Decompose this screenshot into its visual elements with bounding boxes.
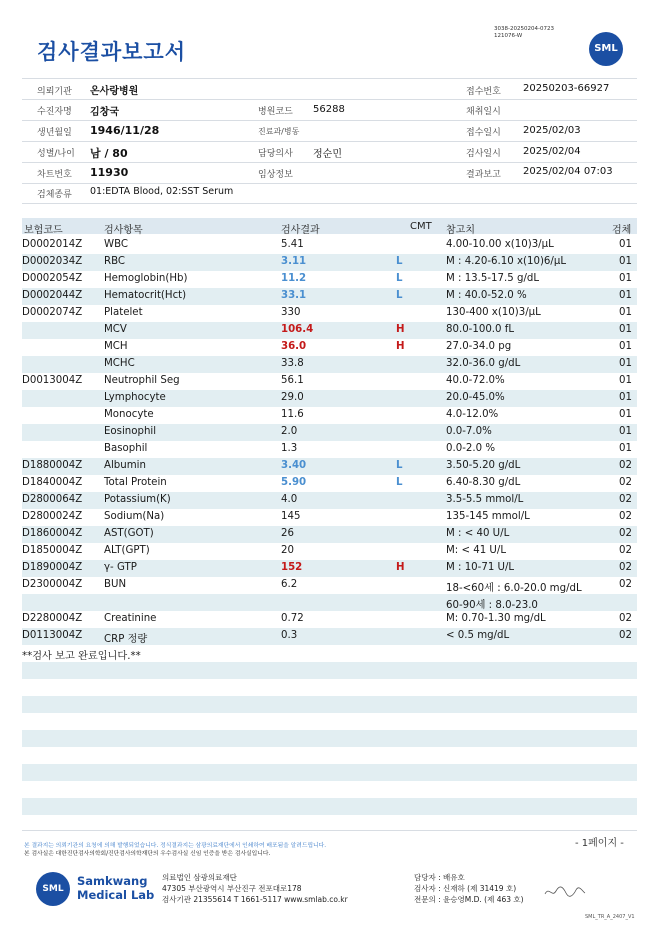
cell-test-name: CRP 정량 <box>104 634 148 645</box>
cell-result: 106.4 <box>281 324 314 335</box>
cell-cmt-flag: H <box>396 324 405 335</box>
header-code: 보험코드 <box>24 225 63 236</box>
header-specimen: 검체 <box>612 225 632 236</box>
cell-result: 0.72 <box>281 613 304 624</box>
cell-insurance-code: D1880004Z <box>22 460 83 471</box>
cell-cmt-flag: H <box>396 562 405 573</box>
table-row <box>22 662 637 679</box>
cell-specimen: 02 <box>619 528 632 539</box>
cell-test-name: MCH <box>104 341 128 352</box>
cell-result: 145 <box>281 511 301 522</box>
cell-reference-range: M : 40.0-52.0 % <box>446 290 527 301</box>
cell-insurance-code: D0002034Z <box>22 256 83 267</box>
cell-specimen: 02 <box>619 579 632 590</box>
table-row <box>22 373 637 390</box>
document-id <box>494 26 554 40</box>
cell-specimen: 02 <box>619 511 632 522</box>
cell-insurance-code: D0002074Z <box>22 307 83 318</box>
cell-result: 26 <box>281 528 294 539</box>
table-row <box>22 526 637 543</box>
table-row <box>22 628 637 645</box>
cell-specimen: 01 <box>619 409 632 420</box>
cell-cmt-flag: L <box>396 290 403 301</box>
cell-test-name: Sodium(Na) <box>104 511 165 522</box>
cell-insurance-code: D2800064Z <box>22 494 83 505</box>
cell-test-name: BUN <box>104 579 127 590</box>
birth-label: 생년월일 <box>37 128 72 138</box>
table-row <box>22 747 637 764</box>
institution-label: 의뢰기관 <box>37 87 72 97</box>
cell-insurance-code: D2300004Z <box>22 579 83 590</box>
table-row <box>22 288 637 305</box>
table-row <box>22 611 637 628</box>
header-result: 검사결과 <box>281 225 320 236</box>
report-value: 2025/02/04 07:03 <box>523 166 613 177</box>
test-date-value: 2025/02/04 <box>523 146 581 157</box>
table-row <box>22 407 637 424</box>
cell-result: 5.90 <box>281 477 307 488</box>
dept-label: 진료과/병동 <box>258 127 300 136</box>
cell-test-name: Creatinine <box>104 613 157 624</box>
cell-specimen: 02 <box>619 613 632 624</box>
divider <box>22 183 637 184</box>
cell-specimen: 02 <box>619 460 632 471</box>
cell-reference-range: 130-400 x(10)3/μL <box>446 307 541 318</box>
cell-reference-range: 6.40-8.30 g/dL <box>446 477 521 488</box>
sml-logo-icon: SML <box>589 32 623 66</box>
cell-result: 330 <box>281 307 301 318</box>
document-id-line2: 121076-W <box>494 33 523 39</box>
cell-specimen: 01 <box>619 443 632 454</box>
table-row <box>22 424 637 441</box>
table-row <box>22 475 637 492</box>
cell-reference-range: 3.5-5.5 mmol/L <box>446 494 524 505</box>
footer-note-1: 본 결과지는 의뢰기관의 요청에 의해 발행되었습니다. 정식결과지는 삼광의료재단에서 인쇄하여 배포됨을 알려드립니다. <box>24 843 327 849</box>
cell-result: 152 <box>281 562 303 573</box>
receipt-no-label: 접수번호 <box>466 87 501 97</box>
cell-cmt-flag: L <box>396 256 403 267</box>
cell-result: 20 <box>281 545 294 556</box>
sex-age-label: 성별/나이 <box>37 149 75 159</box>
cell-specimen: 01 <box>619 375 632 386</box>
cell-result: 29.0 <box>281 392 304 403</box>
table-row <box>22 543 637 560</box>
receipt-no-value: 20250203-66927 <box>523 83 610 94</box>
cell-insurance-code: D0002044Z <box>22 290 83 301</box>
signature-icon <box>543 884 587 900</box>
signer-staff: 담당자 : 배유호 <box>414 873 465 882</box>
form-code: SML_TR_A_2407_V1 <box>585 914 635 920</box>
cell-specimen: 01 <box>619 426 632 437</box>
patient-label: 수진자명 <box>37 107 72 117</box>
table-row <box>22 322 637 339</box>
receipt-date-value: 2025/02/03 <box>523 125 581 136</box>
document-id-line1: 3038-20250204-0723 <box>494 26 554 32</box>
hospital-code-value: 56288 <box>313 104 345 115</box>
header-reference: 참고치 <box>446 225 475 236</box>
table-row <box>22 509 637 526</box>
table-row <box>22 237 637 254</box>
cell-reference-range: 0.0-7.0% <box>446 426 492 437</box>
cell-specimen: 02 <box>619 477 632 488</box>
chart-no-label: 차트번호 <box>37 170 72 180</box>
doctor-value: 정순민 <box>313 149 342 160</box>
cell-result: 11.6 <box>281 409 304 420</box>
divider <box>22 162 637 163</box>
cell-specimen: 02 <box>619 494 632 505</box>
table-row <box>22 560 637 577</box>
table-row <box>22 339 637 356</box>
cell-result: 1.3 <box>281 443 298 454</box>
header-cmt: CMT <box>410 221 432 232</box>
table-row <box>22 696 637 713</box>
cell-specimen: 02 <box>619 630 632 641</box>
org-name: 의료법인 삼광의료재단 <box>162 873 237 882</box>
cell-test-name: WBC <box>104 239 128 250</box>
cell-insurance-code: D2800024Z <box>22 511 83 522</box>
cell-insurance-code: D0113004Z <box>22 630 83 641</box>
cell-test-name: γ- GTP <box>104 562 137 573</box>
header-test-name: 검사항목 <box>104 225 143 236</box>
cell-reference-range: M : 13.5-17.5 g/dL <box>446 273 540 284</box>
birth-value: 1946/11/28 <box>90 124 160 137</box>
cell-reference-range: M : 10-71 U/L <box>446 562 515 573</box>
cell-insurance-code: D1840004Z <box>22 477 83 488</box>
cell-specimen: 01 <box>619 358 632 369</box>
table-row <box>22 764 637 781</box>
cell-insurance-code: **검사 보고 완료입니다.** <box>22 651 141 662</box>
cell-test-name: Basophil <box>104 443 148 454</box>
cell-reference-range: 27.0-34.0 pg <box>446 341 512 352</box>
receipt-date-label: 접수일시 <box>466 128 501 138</box>
cell-reference-range: 32.0-36.0 g/dL <box>446 358 521 369</box>
report-title: 검사결과보고서 <box>37 40 187 64</box>
cell-test-name: Albumin <box>104 460 146 471</box>
divider <box>22 203 637 204</box>
cell-reference-range: M : < 40 U/L <box>446 528 510 539</box>
cell-reference-range: 4.00-10.00 x(10)3/μL <box>446 239 554 250</box>
cell-specimen: 01 <box>619 273 632 284</box>
doctor-label: 담당의사 <box>258 149 293 159</box>
org-address: 47305 부산광역시 부산진구 전포대로178 <box>162 884 302 893</box>
cell-result: 56.1 <box>281 375 304 386</box>
cell-insurance-code: D0002014Z <box>22 239 83 250</box>
cell-specimen: 02 <box>619 545 632 556</box>
report-label: 결과보고 <box>466 170 501 180</box>
divider <box>22 120 637 121</box>
institution-value: 온사랑병원 <box>90 86 139 97</box>
cell-reference-range: 60-90세 : 8.0-23.0 <box>446 600 538 611</box>
table-row <box>22 713 637 730</box>
specimen-label: 검체종류 <box>37 190 72 200</box>
cell-reference-range: M: 0.70-1.30 mg/dL <box>446 613 546 624</box>
cell-result: 5.41 <box>281 239 304 250</box>
table-row <box>22 458 637 475</box>
cell-specimen: 02 <box>619 562 632 573</box>
brand-name <box>77 874 154 902</box>
cell-reference-range: 20.0-45.0% <box>446 392 505 403</box>
cell-reference-range: 3.50-5.20 g/dL <box>446 460 521 471</box>
sex-age-value: 남 / 80 <box>90 147 128 160</box>
table-row <box>22 798 637 815</box>
cell-result: 33.1 <box>281 290 307 301</box>
cell-specimen: 01 <box>619 239 632 250</box>
cell-test-name: AST(GOT) <box>104 528 154 539</box>
cell-test-name: MCV <box>104 324 127 335</box>
cell-cmt-flag: L <box>396 460 403 471</box>
cell-test-name: MCHC <box>104 358 135 369</box>
cell-test-name: Lymphocyte <box>104 392 166 403</box>
cell-specimen: 01 <box>619 256 632 267</box>
cell-test-name: ALT(GPT) <box>104 545 150 556</box>
table-row <box>22 577 637 594</box>
cell-reference-range: 40.0-72.0% <box>446 375 505 386</box>
cell-specimen: 01 <box>619 290 632 301</box>
cell-test-name: RBC <box>104 256 126 267</box>
cell-test-name: Eosinophil <box>104 426 157 437</box>
brand-line-1: Samkwang <box>77 874 148 888</box>
table-row <box>22 730 637 747</box>
brand-line-2: Medical Lab <box>77 888 155 902</box>
cell-result: 3.40 <box>281 460 307 471</box>
signer-doctor: 전문의 : 윤승영M.D. (제 463 호) <box>414 895 524 904</box>
table-row <box>22 492 637 509</box>
cell-test-name: Monocyte <box>104 409 154 420</box>
cell-reference-range: 4.0-12.0% <box>446 409 499 420</box>
cell-result: 2.0 <box>281 426 298 437</box>
samkwang-logo-icon: SML <box>36 872 70 906</box>
cell-result: 4.0 <box>281 494 298 505</box>
org-contact: 검사기관 21355614 T 1661-5117 www.smlab.co.kr <box>162 895 348 904</box>
cell-test-name: Hematocrit(Hct) <box>104 290 187 301</box>
signer-tester: 검사자 : 신재하 (제 31419 호) <box>414 884 517 893</box>
cell-result: 6.2 <box>281 579 298 590</box>
cell-insurance-code: D1850004Z <box>22 545 83 556</box>
footer-divider <box>22 830 637 831</box>
cell-result: 33.8 <box>281 358 304 369</box>
cell-reference-range: 0.0-2.0 % <box>446 443 495 454</box>
cell-cmt-flag: L <box>396 477 403 488</box>
specimen-value: 01:EDTA Blood, 02:SST Serum <box>90 186 234 197</box>
divider <box>22 141 637 142</box>
hospital-code-label: 병원코드 <box>258 107 293 117</box>
cell-reference-range: 18-<60세 : 6.0-20.0 mg/dL <box>446 583 582 594</box>
cell-insurance-code: D2280004Z <box>22 613 83 624</box>
divider <box>22 99 637 100</box>
clinical-label: 임상정보 <box>258 170 293 180</box>
page-number: - 1페이지 - <box>575 838 624 849</box>
table-row <box>22 390 637 407</box>
cell-test-name: Neutrophil Seg <box>104 375 180 386</box>
cell-specimen: 01 <box>619 392 632 403</box>
cell-result: 0.3 <box>281 630 298 641</box>
cell-insurance-code: D0002054Z <box>22 273 83 284</box>
cell-reference-range: < 0.5 mg/dL <box>446 630 510 641</box>
cell-insurance-code: D1860004Z <box>22 528 83 539</box>
cell-test-name: Hemoglobin(Hb) <box>104 273 188 284</box>
cell-result: 36.0 <box>281 341 307 352</box>
table-row <box>22 679 637 696</box>
cell-specimen: 01 <box>619 341 632 352</box>
collect-time-label: 채취일시 <box>466 107 501 117</box>
cell-cmt-flag: H <box>396 341 405 352</box>
table-row <box>22 356 637 373</box>
cell-reference-range: 80.0-100.0 fL <box>446 324 515 335</box>
cell-specimen: 01 <box>619 324 632 335</box>
table-row <box>22 305 637 322</box>
table-row <box>22 594 637 611</box>
cell-insurance-code: D0013004Z <box>22 375 83 386</box>
cell-insurance-code: D1890004Z <box>22 562 83 573</box>
test-date-label: 검사일시 <box>466 149 501 159</box>
cell-specimen: 01 <box>619 307 632 318</box>
patient-value: 김창국 <box>90 107 119 118</box>
cell-cmt-flag: L <box>396 273 403 284</box>
table-row <box>22 271 637 288</box>
chart-no-value: 11930 <box>90 166 129 179</box>
table-row <box>22 441 637 458</box>
divider <box>22 78 637 79</box>
cell-reference-range: M: < 41 U/L <box>446 545 507 556</box>
cell-result: 3.11 <box>281 256 307 267</box>
cell-reference-range: 135-145 mmol/L <box>446 511 530 522</box>
footer-note-2: 본 검사실은 대한진단검사의학회/진단검사의학재단의 우수검사실 신임 인증을 받은 검사실입니다. <box>24 851 271 857</box>
cell-test-name: Platelet <box>104 307 143 318</box>
cell-test-name: Total Protein <box>104 477 167 488</box>
cell-result: 11.2 <box>281 273 307 284</box>
cell-test-name: Potassium(K) <box>104 494 171 505</box>
table-row <box>22 781 637 798</box>
table-row <box>22 254 637 271</box>
cell-reference-range: M : 4.20-6.10 x(10)6/μL <box>446 256 566 267</box>
table-row <box>22 645 637 662</box>
